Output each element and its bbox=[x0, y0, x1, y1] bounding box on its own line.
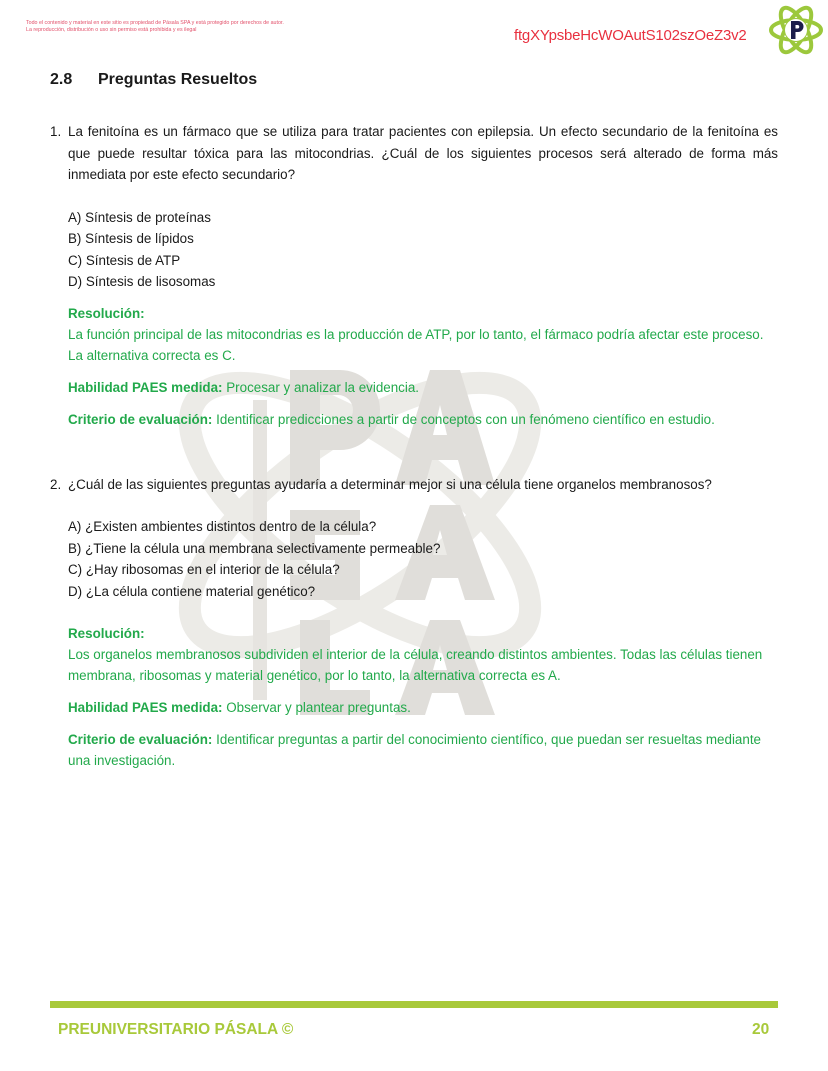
resolution-label: Resolución: bbox=[68, 305, 145, 321]
question-text: ¿Cuál de las siguientes preguntas ayudaría a determinar mejor si una célula tiene organelos membranosos? bbox=[68, 476, 712, 492]
section-number: 2.8 bbox=[50, 71, 73, 88]
document-code: ftgXYpsbeHcWOAutS102szOeZ3v2 bbox=[514, 27, 747, 44]
resolution-label: Resolución: bbox=[68, 626, 145, 641]
option-c: C) Síntesis de ATP bbox=[68, 252, 181, 268]
skill-label: Habilidad PAES medida: bbox=[68, 700, 223, 715]
option-c: C) ¿Hay ribosomas en el interior de la célula? bbox=[68, 562, 340, 577]
question-number: 2. bbox=[50, 476, 62, 492]
atom-logo-icon bbox=[768, 2, 824, 58]
notice-line-2: La reproducción, distribución o uso sin permiso está prohibida y es ilegal bbox=[26, 26, 197, 33]
option-d: D) ¿La célula contiene material genético? bbox=[68, 583, 316, 599]
pasala-logo bbox=[768, 2, 824, 58]
resolution-text: Los organelos membranosos subdividen el interior de la célula, creando distintos ambientes. Todas las células tienen membrana, ribosomas y material genético, por lo tanto, la alternativa correcta es A. bbox=[68, 647, 763, 683]
page-number: 20 bbox=[752, 1021, 770, 1038]
copyright-notice bbox=[26, 20, 386, 33]
notice-line-1: Todo el contenido y material en este sitio es propiedad de Pásala SPA y está protegido por derechos de autor. bbox=[26, 20, 284, 26]
criterion-label: Criterio de evaluación: bbox=[68, 732, 213, 747]
option-d: D) Síntesis de lisosomas bbox=[68, 274, 216, 289]
criterion-label: Criterio de evaluación: bbox=[68, 411, 213, 427]
resolution-text: La función principal de las mitocondrias es la producción de ATP, por lo tanto, el fármaco podría afectar este proceso. La alternativa correcta es C. bbox=[68, 326, 764, 363]
criterion-text: Identificar preguntas a partir del conocimiento científico, que puedan ser resueltas mediante una investigación. bbox=[68, 732, 761, 768]
question-number: 1. bbox=[50, 124, 62, 139]
option-b: B) Síntesis de lípidos bbox=[68, 231, 194, 246]
section-title: Preguntas Resueltos bbox=[98, 71, 258, 88]
section-heading bbox=[50, 70, 778, 90]
footer-brand: PREUNIVERSITARIO PÁSALA © bbox=[58, 1021, 294, 1038]
option-b: B) ¿Tiene la célula una membrana selectivamente permeable? bbox=[68, 540, 441, 556]
question-1 bbox=[50, 121, 778, 430]
criterion-text: Identificar predicciones a partir de conceptos con un fenómeno científico en estudio. bbox=[216, 411, 715, 427]
page-content bbox=[50, 70, 778, 771]
option-a: A) ¿Existen ambientes distintos dentro de la célula? bbox=[68, 519, 377, 534]
skill-label: Habilidad PAES medida: bbox=[68, 379, 223, 395]
question-2 bbox=[50, 474, 778, 772]
skill-text: Observar y plantear preguntas. bbox=[226, 700, 411, 715]
question-text: La fenitoína es un fármaco que se utiliza para tratar pacientes con epilepsia. Un efecto secundario de la fenitoína es que puede resultar tóxica para las mitocondrias. ¿Cuál de los siguientes procesos será alterado de forma más inmediata por este efecto secundario? bbox=[68, 124, 778, 182]
option-a: A) Síntesis de proteínas bbox=[68, 209, 211, 225]
footer-divider bbox=[50, 1001, 778, 1008]
skill-text: Procesar y analizar la evidencia. bbox=[226, 379, 420, 395]
